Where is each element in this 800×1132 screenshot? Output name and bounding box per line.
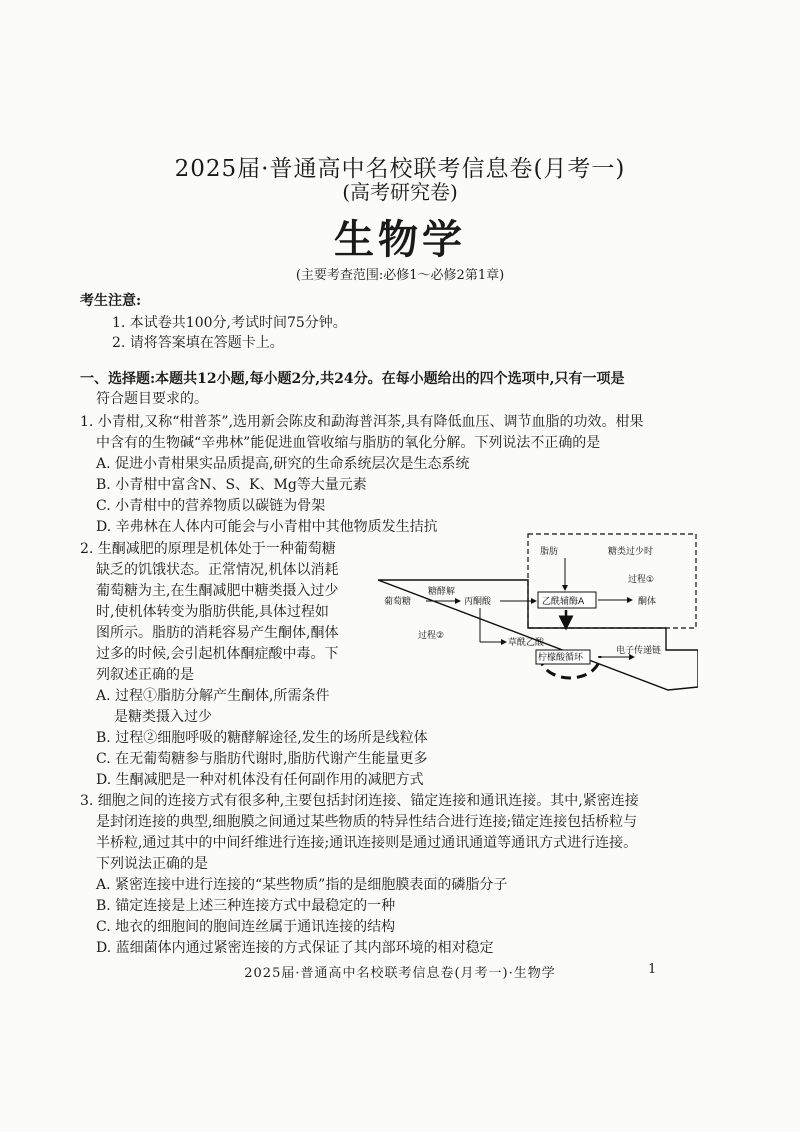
question-2-stem: 列叙述正确的是 — [96, 667, 194, 683]
question-2-stem: 过多的时候,会引起机体酮症酸中毒。下 — [96, 646, 339, 662]
question-3-stem: 是封闭连接的典型,细胞膜之间通过某些物质的特异性结合进行连接;锚定连接包括桥粒与 — [96, 814, 638, 830]
section-intro: 符合题目要求的。 — [96, 391, 208, 407]
question-2-stem: 图所示。脂肪的消耗容易产生酮体,酮体 — [96, 625, 339, 641]
subject-title: 生物学 — [334, 217, 466, 263]
question-2-stem: 2. 生酮减肥的原理是机体处于一种葡萄糖 — [80, 541, 336, 557]
question-1-stem: 1. 小青柑,又称“柑普茶”,选用新会陈皮和勐海普洱茶,具有降低血压、调节血脂的功效。柑果 — [80, 414, 644, 430]
question-1-stem: 中含有的生物碱“辛弗林”能促进血管收缩与脂肪的氧化分解。下列说法不正确的是 — [96, 435, 601, 451]
question-3-stem: 半桥粒,通过其中的中间纤维进行连接;通讯连接则是通过通讯通道等通讯方式进行连接。 — [96, 835, 638, 851]
low-sugar-label: 糖类过少时 — [608, 547, 654, 557]
question-3-stem: 3. 细胞之间的连接方式有很多种,主要包括封闭连接、锚定连接和通讯连接。其中,紧密连接 — [80, 793, 639, 809]
glycolysis-label: 糖酵解 — [428, 587, 456, 597]
q1-option: C. 小青柑中的营养物质以碳链为骨架 — [96, 498, 326, 514]
question-2-stem: 葡萄糖为主,在生酮减肥中糖类摄入过少 — [96, 583, 339, 599]
oxaloacetate-label: 草酰乙酸 — [508, 638, 545, 648]
q2-option: C. 在无葡萄糖参与脂肪代谢时,脂肪代谢产生能量更多 — [96, 751, 428, 767]
acetyl-coa-label: 乙酰辅酶A — [542, 597, 585, 607]
q1-option: B. 小青柑中富含N、S、K、Mg等大量元素 — [96, 477, 367, 493]
exam-scope: (主要考查范围:必修1～必修2第1章) — [295, 268, 505, 283]
ketone-label: 酮体 — [638, 597, 657, 607]
q1-option: A. 促进小青柑果实品质提高,研究的生命系统层次是生态系统 — [96, 456, 470, 472]
notice-item: 2. 请将答案填在答题卡上。 — [112, 335, 284, 351]
question-3-stem: 下列说法正确的是 — [96, 856, 208, 872]
q3-option: D. 蓝细菌体内通过紧密连接的方式保证了其内部环境的相对稳定 — [96, 940, 494, 956]
notice-heading: 考生注意: — [80, 293, 142, 309]
page-number: 1 — [648, 962, 657, 977]
tca-cycle-label: 柠檬酸循环 — [538, 653, 584, 663]
section-intro: 一、选择题:本题共12小题,每小题2分,共24分。在每小题给出的四个选项中,只有一项是 — [80, 371, 625, 387]
pyruvate-label: 丙酮酸 — [464, 597, 492, 607]
ketone-metabolism-diagram — [378, 532, 698, 692]
notice-item: 1. 本试卷共100分,考试时间75分钟。 — [112, 315, 347, 331]
q1-option: D. 辛弗林在人体内可能会与小青柑中其他物质发生拮抗 — [96, 519, 438, 535]
page-footer: 2025届·普通高中名校联考信息卷(月考一)·生物学 — [244, 966, 556, 981]
q2-option: A. 过程①脂肪分解产生酮体,所需条件 — [96, 688, 330, 704]
q3-option: B. 锚定连接是上述三种连接方式中最稳定的一种 — [96, 898, 396, 914]
etc-label: 电子传递链 — [616, 646, 662, 656]
q2-option: B. 过程②细胞呼吸的糖酵解途径,发生的场所是线粒体 — [96, 730, 428, 746]
fat-label: 脂肪 — [540, 547, 559, 557]
glucose-label: 葡萄糖 — [384, 597, 412, 607]
q2-option: 是糖类摄入过少 — [114, 709, 212, 725]
process1-label: 过程① — [628, 575, 655, 585]
q2-option: D. 生酮减肥是一种对机体没有任何副作用的减肥方式 — [96, 772, 424, 788]
question-2-stem: 缺乏的饥饿状态。正常情况,机体以消耗 — [96, 562, 339, 578]
q3-option: A. 紧密连接中进行连接的“某些物质”指的是细胞膜表面的磷脂分子 — [96, 877, 508, 893]
process2-label: 过程② — [418, 631, 445, 641]
question-2-stem: 时,使机体转变为脂肪供能,具体过程如 — [96, 604, 329, 620]
exam-subtitle: (高考研究卷) — [342, 180, 458, 204]
q3-option: C. 地衣的细胞间的胞间连丝属于通讯连接的结构 — [96, 919, 396, 935]
exam-title: 2025届·普通高中名校联考信息卷(月考一) — [174, 156, 626, 182]
